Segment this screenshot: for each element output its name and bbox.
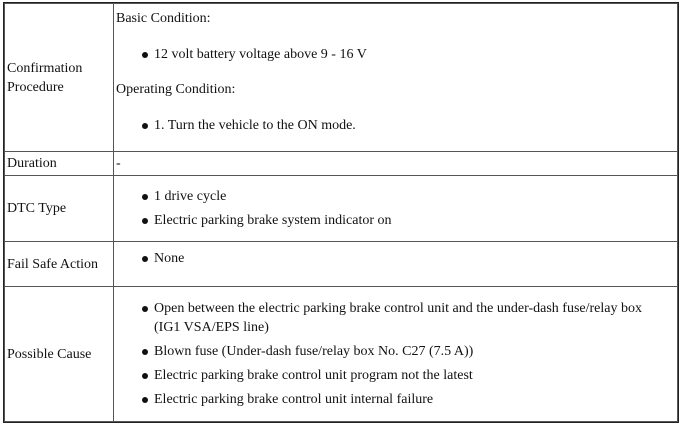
- list-item: Electric parking brake system indicator on: [116, 211, 677, 230]
- operating-condition-block: [116, 80, 677, 135]
- basic-condition-title: Basic Condition:: [116, 11, 211, 26]
- list-item: Electric parking brake control unit program not the latest: [116, 366, 677, 385]
- row-duration: [5, 152, 678, 176]
- list-item: 1. Turn the vehicle to the ON mode.: [116, 116, 677, 135]
- dtc-info-table: [4, 3, 678, 422]
- label-duration: Duration: [5, 152, 114, 176]
- content-possible-cause: [114, 287, 678, 422]
- row-dtc-type: [5, 176, 678, 242]
- content-fail-safe-action: [114, 242, 678, 287]
- list-item: Open between the electric parking brake control unit and the under-dash fuse/relay box (IG1 VSA/EPS line): [116, 299, 677, 337]
- row-fail-safe-action: [5, 242, 678, 287]
- list-item: None: [116, 249, 677, 268]
- dtc-info-table-frame: [3, 2, 679, 423]
- list-item: Blown fuse (Under-dash fuse/relay box No. C27 (7.5 A)): [116, 342, 677, 361]
- content-confirmation-procedure: [114, 4, 678, 152]
- list-item: 12 volt battery voltage above 9 - 16 V: [116, 45, 677, 64]
- label-fail-safe-action: Fail Safe Action: [5, 242, 114, 287]
- basic-condition-block: [116, 5, 677, 64]
- basic-condition-list: [116, 45, 677, 64]
- label-possible-cause: Possible Cause: [5, 287, 114, 422]
- row-possible-cause: [5, 287, 678, 422]
- possible-cause-list: [116, 299, 677, 409]
- content-dtc-type: [114, 176, 678, 242]
- operating-condition-list: [116, 116, 677, 135]
- value-duration: -: [114, 152, 678, 176]
- row-confirmation-procedure: [5, 4, 678, 152]
- dtc-type-list: [116, 187, 677, 230]
- list-item: Electric parking brake control unit internal failure: [116, 390, 677, 409]
- fail-safe-list: [116, 249, 677, 268]
- label-dtc-type: DTC Type: [5, 176, 114, 242]
- operating-condition-title: Operating Condition:: [116, 82, 236, 97]
- list-item: 1 drive cycle: [116, 187, 677, 206]
- label-confirmation-procedure: Confirmation Procedure: [5, 4, 114, 152]
